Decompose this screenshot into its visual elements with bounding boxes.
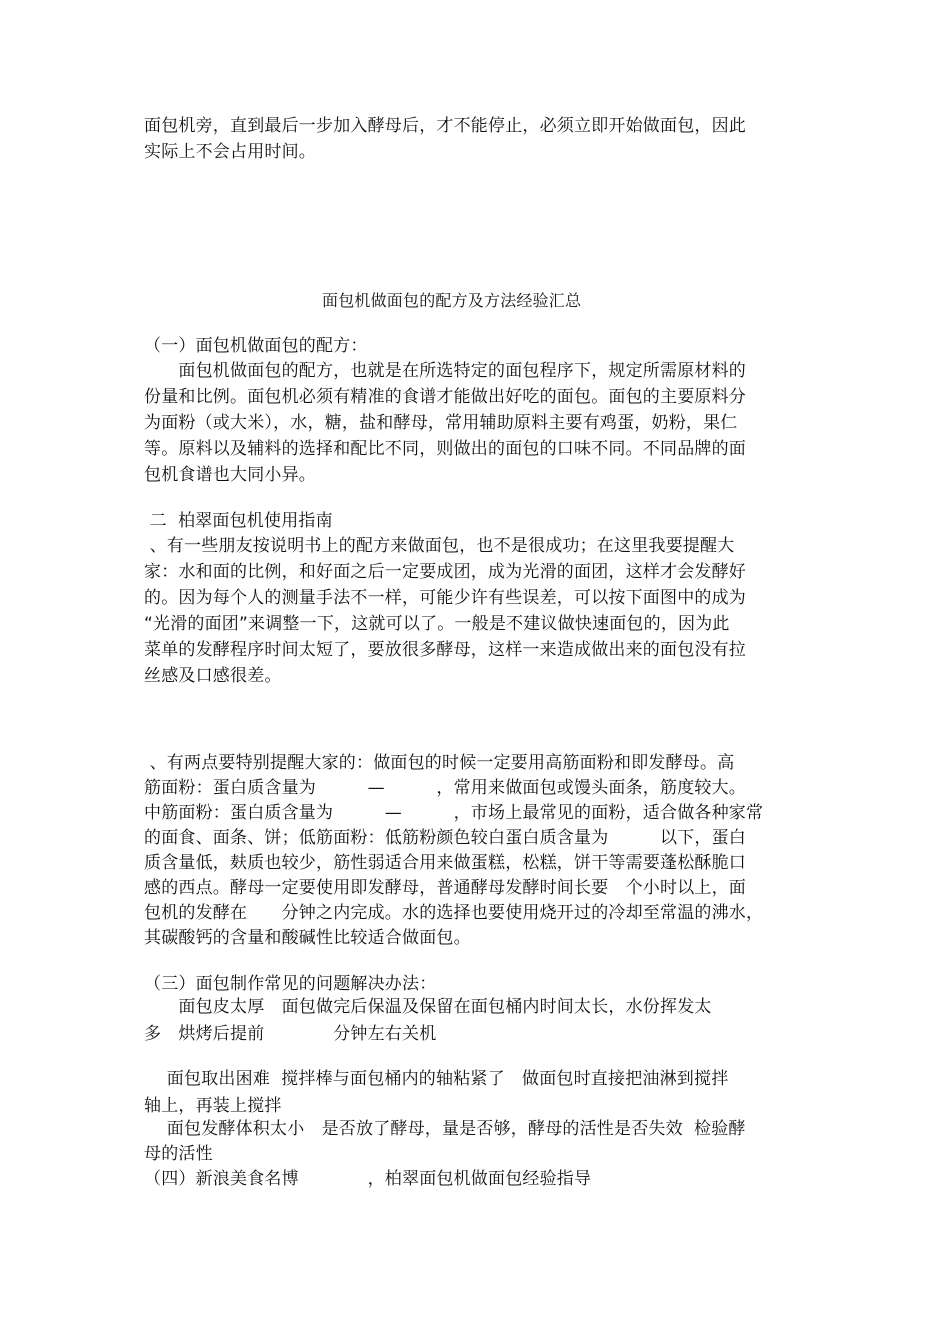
section-2-line: 、有一些朋友按说明书上的配方来做面包，也不是很成功；在这里我要提醒大 [144,536,735,556]
section-1-line: 份量和比例。面包机必须有精准的食谱才能做出好吃的面包。面包的主要原料分 [144,387,746,407]
section-4-line: 面包皮太厚 面包做完后保温及保留在面包桶内时间太长，水份挥发太 [144,997,712,1017]
section-3-line: 包机的发酵在 分钟之内完成。水的选择也要使用烧开过的冷却至常温的沸水， [144,903,764,923]
section-3-line: 中筋面粉：蛋白质含量为 — ，市场上最常见的面粉，适合做各种家常 [144,803,764,823]
section-4-line: 面包取出困难 搅拌棒与面包桶内的轴粘紧了 做面包时直接把油淋到搅拌 [144,1069,729,1089]
section-3-line: 、有两点要特别提醒大家的：做面包的时候一定要用高筋面粉和即发酵母。高 [144,753,735,773]
section-4-line: 面包发酵体积太小 是否放了酵母，量是否够，酵母的活性是否失效 检验酵 [144,1119,746,1139]
section-2-line: 的。因为每个人的测量手法不一样，可能少许有些误差，可以按下面图中的成为 [144,588,746,608]
section-2-line: 菜单的发酵程序时间太短了，要放很多酵母，这样一来造成做出来的面包没有拉 [144,640,746,660]
section-3-line: 筋面粉：蛋白质含量为 — ，常用来做面包或馒头面条，筋度较大。 [144,778,746,798]
section-3-line: 感的西点。酵母一定要使用即发酵母，普通酵母发酵时间长要 个小时以上，面 [144,878,746,898]
section-4-line: 轴上，再装上搅拌 [144,1096,282,1116]
section-3-line: 其碳酸钙的含量和酸碱性比较适合做面包。 [144,928,471,948]
section-2-line: “光滑的面团”来调整一下，这就可以了。一般是不建议做快速面包的，因为此 [144,614,730,634]
section-2-line: 丝感及口感很差。 [144,666,282,686]
section-1-heading: （一）面包机做面包的配方： [144,336,368,356]
section-1-line: 面包机做面包的配方，也就是在所选特定的面包程序下，规定所需原材料的 [144,361,746,381]
section-4-line: 母的活性 [144,1144,213,1164]
section-3-line: 质含量低，麸质也较少，筋性弱适合用来做蛋糕，松糕，饼干等需要蓬松酥脆口 [144,853,746,873]
section-3-line: 的面食、面条、饼；低筋面粉：低筋粉颜色较白蛋白质含量为 以下，蛋白 [144,828,746,848]
section-2-line: 家：水和面的比例，和好面之后一定要成团，成为光滑的面团，这样才会发酵好 [144,562,746,582]
top-line-2: 实际上不会占用时间。 [144,142,316,162]
section-2-heading: 二 柏翠面包机使用指南 [144,511,333,531]
page-title: 面包机做面包的配方及方法经验汇总 [322,291,582,310]
section-1-line: 包机食谱也大同小异。 [144,465,316,485]
section-5-heading: （四）新浪美食名博 ，柏翠面包机做面包经验指导 [144,1169,592,1189]
section-4-heading: （三）面包制作常见的问题解决办法： [144,974,437,994]
section-1-line: 等。原料以及辅料的选择和配比不同，则做出的面包的口味不同。不同品牌的面 [144,439,746,459]
section-4-line: 多 烘烤后提前 分钟左右关机 [144,1024,437,1044]
top-line-1: 面包机旁，直到最后一步加入酵母后，才不能停止，必须立即开始做面包，因此 [144,116,746,136]
section-1-line: 为面粉（或大米），水，糖，盐和酵母，常用辅助原料主要有鸡蛋，奶粉，果仁 [144,413,738,433]
